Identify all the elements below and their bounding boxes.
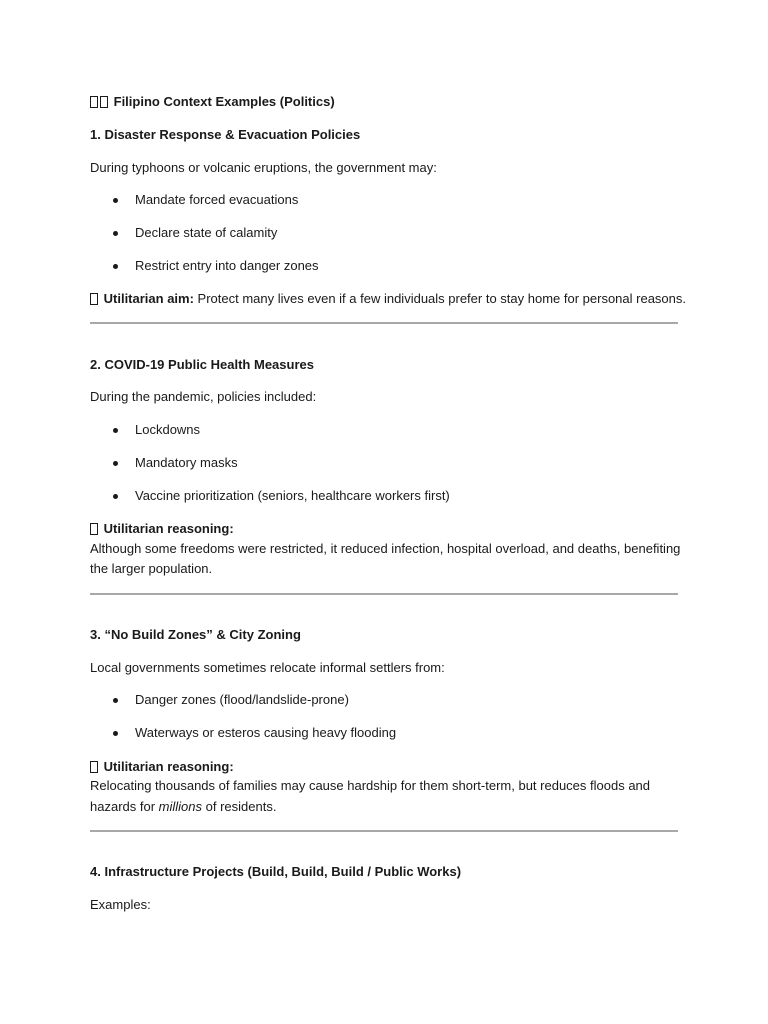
section-heading: 1. Disaster Response & Evacuation Policies — [90, 127, 361, 142]
bullet-icon — [113, 198, 118, 203]
list-item: Danger zones (flood/landslide-prone) — [135, 692, 349, 707]
list-item: Mandatory masks — [135, 455, 238, 470]
bullet-icon — [113, 698, 118, 703]
bullet-icon — [113, 494, 118, 499]
note-label: Utilitarian reasoning: — [103, 521, 234, 536]
note-label: Utilitarian reasoning: — [103, 759, 234, 774]
note-emphasis: millions — [158, 799, 202, 814]
horizontal-divider — [90, 322, 678, 324]
list-item: Waterways or esteros causing heavy flooding — [135, 725, 397, 740]
document-title — [90, 94, 335, 110]
document-page — [90, 0, 687, 1024]
list-item: Vaccine prioritization (seniors, healthcare workers first) — [135, 488, 450, 503]
section-note-label — [90, 521, 234, 537]
section-intro: During typhoons or volcanic eruptions, the government may: — [90, 160, 437, 175]
note-text: Protect many lives even if a few individuals prefer to stay home for personal reasons. — [197, 291, 687, 306]
bullet-icon — [113, 461, 118, 466]
list-item: Restrict entry into danger zones — [135, 258, 319, 273]
bullet-icon — [113, 428, 118, 433]
missing-glyph-icon — [90, 96, 98, 108]
section-intro: Local governments sometimes relocate informal settlers from: — [90, 660, 445, 675]
note-text — [90, 799, 276, 815]
list-item: Mandate forced evacuations — [135, 192, 299, 207]
missing-glyph-icon — [90, 761, 98, 773]
horizontal-divider — [90, 830, 678, 832]
horizontal-divider — [90, 593, 678, 595]
missing-glyph-icon — [90, 523, 98, 535]
section-note-label — [90, 759, 234, 775]
bullet-icon — [113, 731, 118, 736]
note-text-part: hazards for — [90, 799, 159, 814]
note-label: Utilitarian aim: — [103, 291, 194, 306]
note-text: the larger population. — [90, 561, 213, 576]
missing-glyph-icon — [90, 293, 98, 305]
bullet-icon — [113, 264, 118, 269]
note-text: Although some freedoms were restricted, it reduced infection, hospital overload, and deaths, benefiting — [90, 541, 681, 556]
note-text: Relocating thousands of families may cause hardship for them short-term, but reduces floods and — [90, 778, 651, 793]
list-item: Lockdowns — [135, 422, 201, 437]
section-heading: 2. COVID-19 Public Health Measures — [90, 357, 314, 372]
section-heading: 3. “No Build Zones” & City Zoning — [90, 627, 301, 642]
bullet-icon — [113, 231, 118, 236]
section-intro: Examples: — [90, 897, 151, 912]
missing-glyph-icon — [100, 96, 108, 108]
section-intro: During the pandemic, policies included: — [90, 389, 317, 404]
list-item: Declare state of calamity — [135, 225, 278, 240]
note-text-part: of residents. — [202, 799, 277, 814]
title-text: Filipino Context Examples (Politics) — [113, 94, 335, 109]
section-note — [90, 291, 686, 307]
section-heading: 4. Infrastructure Projects (Build, Build, Build / Public Works) — [90, 864, 462, 879]
